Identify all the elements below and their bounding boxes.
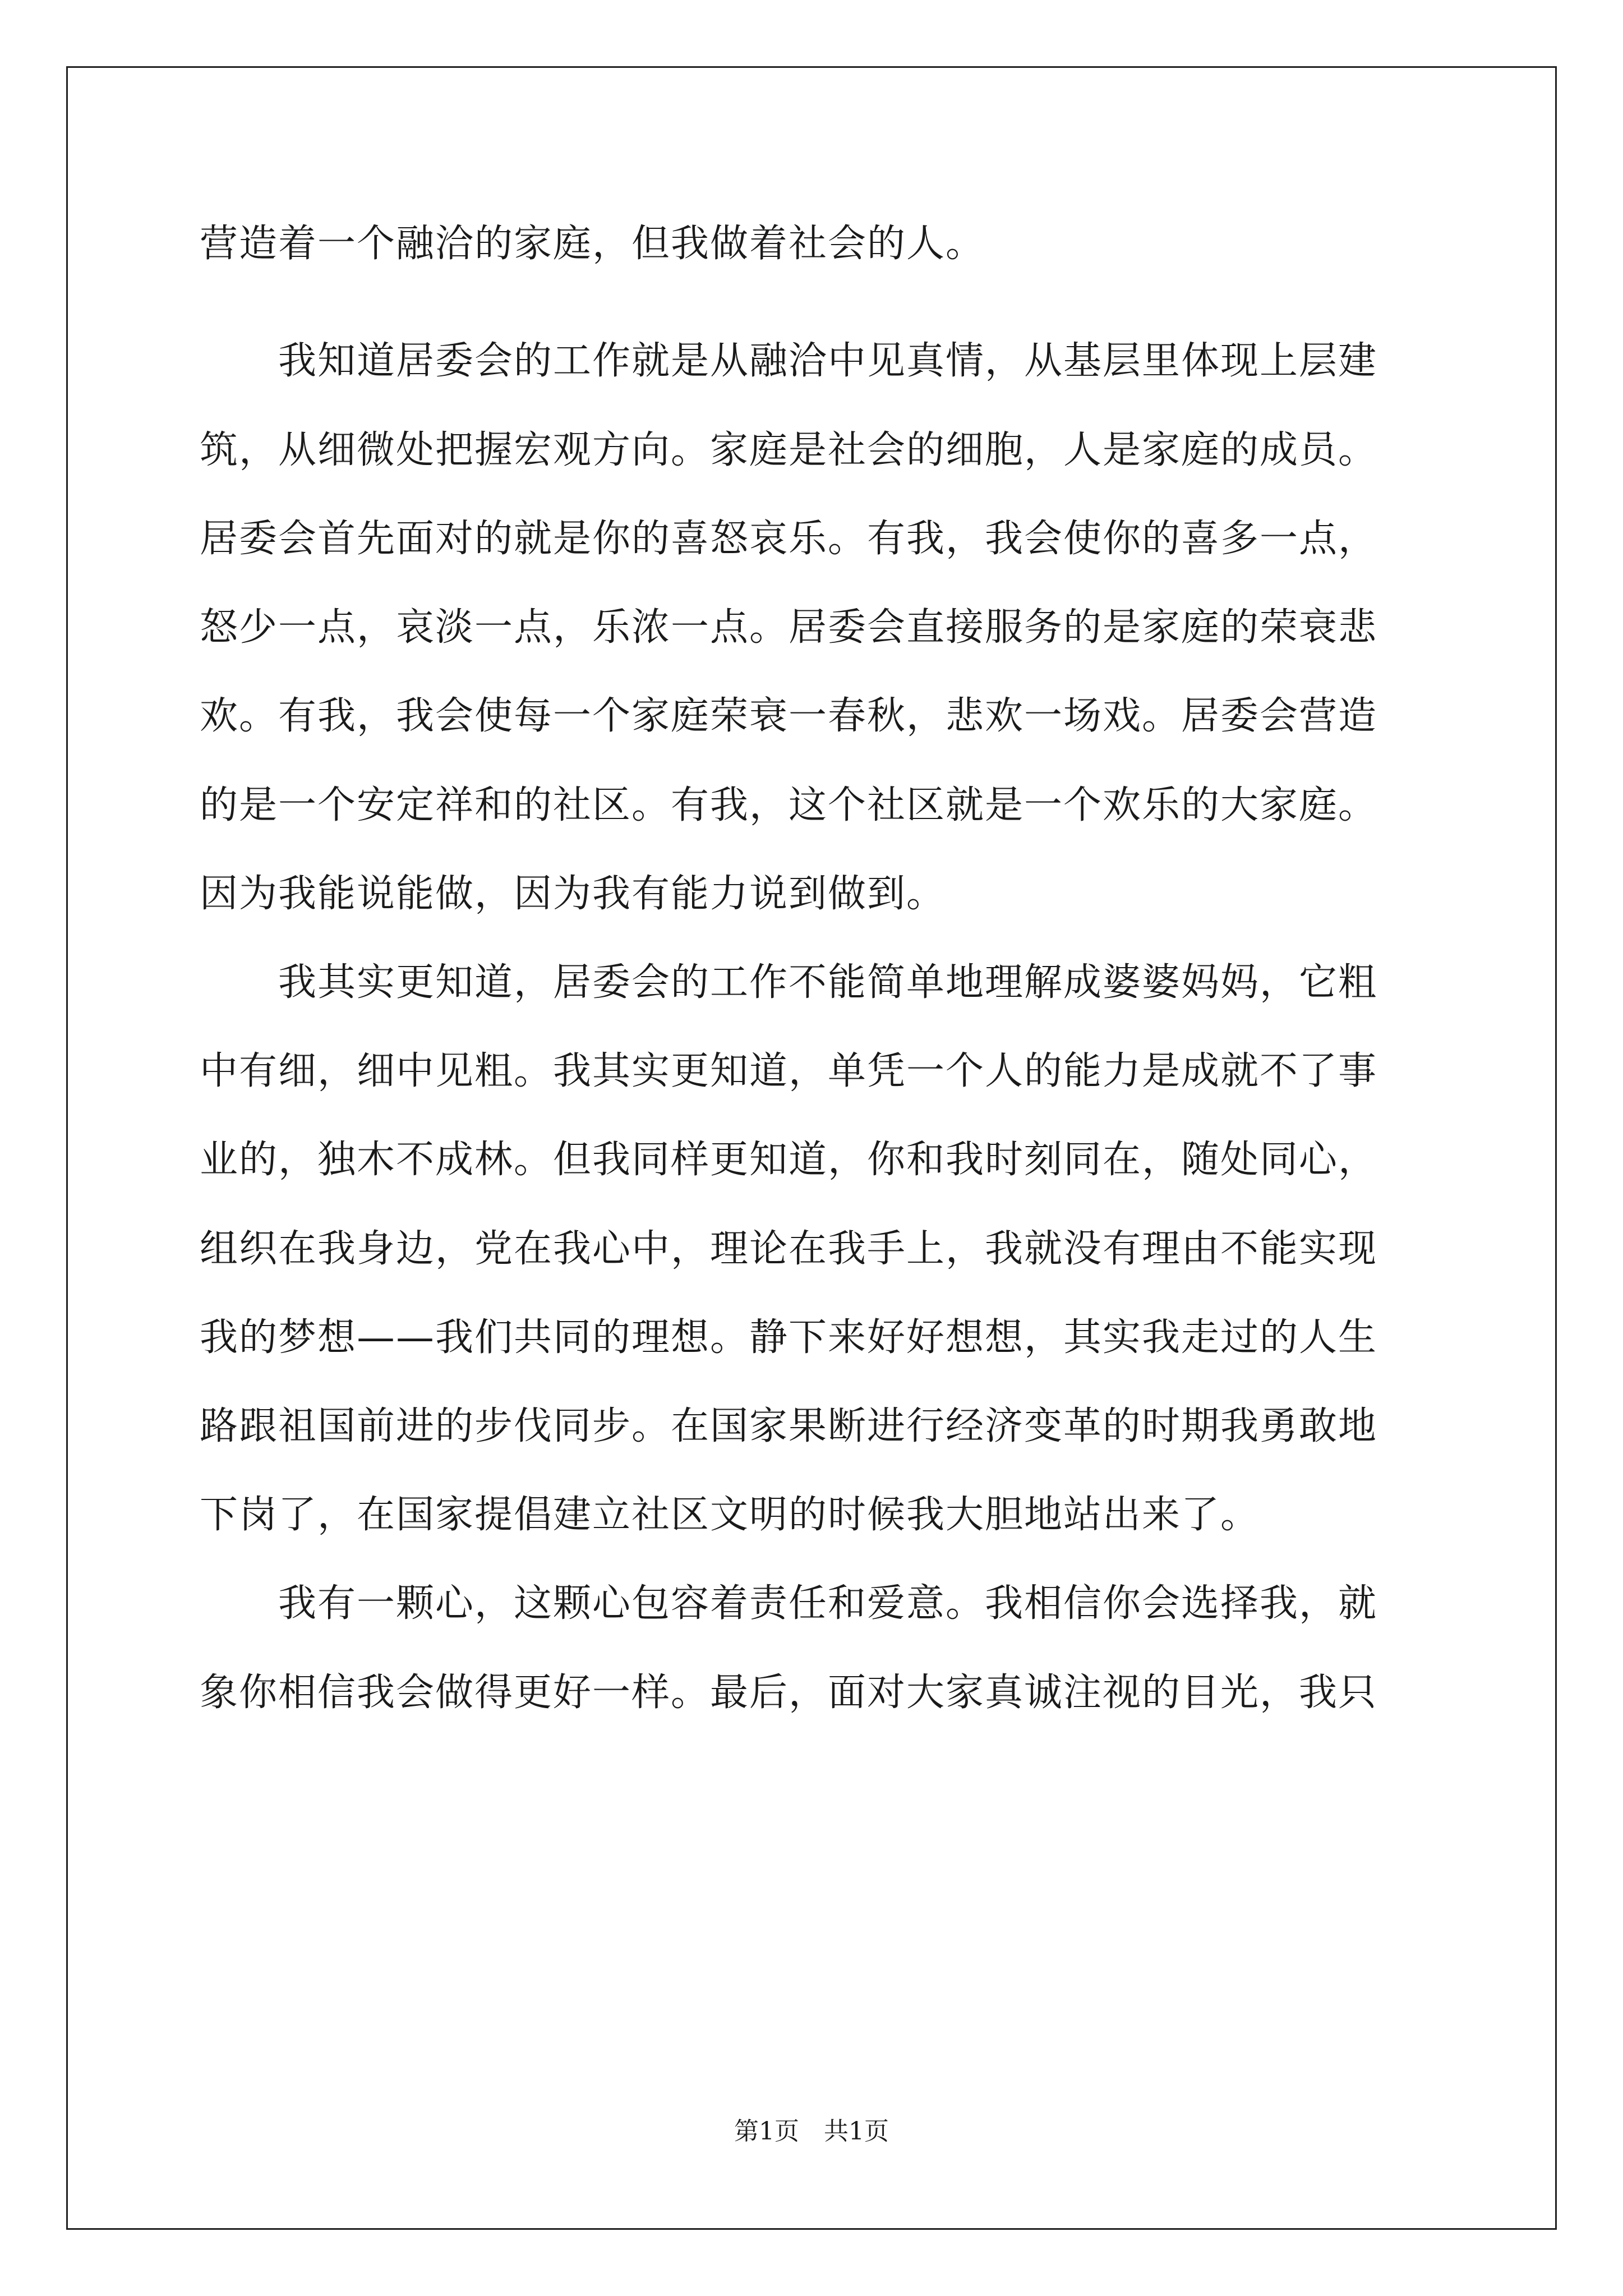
body-line: 的是一个安定祥和的社区。有我，这个社区就是一个欢乐的大家庭。: [200, 783, 1378, 827]
body-line: 业的，独木不成林。但我同样更知道，你和我时刻同在，随处同心，: [200, 1138, 1378, 1182]
body-line: 营造着一个融洽的家庭，但我做着社会的人。: [200, 222, 985, 266]
body-line: 下岗了，在国家提倡建立社区文明的时候我大胆地站出来了。: [200, 1493, 1260, 1537]
body-line: 组织在我身边，党在我心中，理论在我手上，我就没有理由不能实现: [200, 1227, 1378, 1271]
body-line: 我的梦想——我们共同的理想。静下来好好想想，其实我走过的人生: [200, 1315, 1378, 1360]
body-line: 我知道居委会的工作就是从融洽中见真情，从基层里体现上层建: [200, 339, 1378, 383]
body-line: 怒少一点，哀淡一点，乐浓一点。居委会直接服务的是家庭的荣衰悲: [200, 605, 1378, 650]
page-footer: 第1页 共1页: [734, 2117, 889, 2146]
body-line: 我有一颗心，这颗心包容着责任和爱意。我相信你会选择我，就: [200, 1581, 1378, 1626]
body-line: 因为我能说能做，因为我有能力说到做到。: [200, 872, 946, 916]
body-line: 象你相信我会做得更好一样。最后，面对大家真诚注视的目光，我只: [200, 1671, 1378, 1715]
body-line: 欢。有我，我会使每一个家庭荣衰一春秋，悲欢一场戏。居委会营造: [200, 694, 1378, 738]
body-line: 筑，从细微处把握宏观方向。家庭是社会的细胞，人是家庭的成员。: [200, 428, 1378, 472]
body-line: 我其实更知道，居委会的工作不能简单地理解成婆婆妈妈，它粗: [200, 960, 1378, 1005]
body-line: 路跟祖国前进的步伐同步。在国家果断进行经济变革的时期我勇敢地: [200, 1404, 1378, 1448]
body-line: 中有细，细中见粗。我其实更知道，单凭一个人的能力是成就不了事: [200, 1049, 1378, 1093]
body-line: 居委会首先面对的就是你的喜怒哀乐。有我，我会使你的喜多一点，: [200, 517, 1378, 561]
